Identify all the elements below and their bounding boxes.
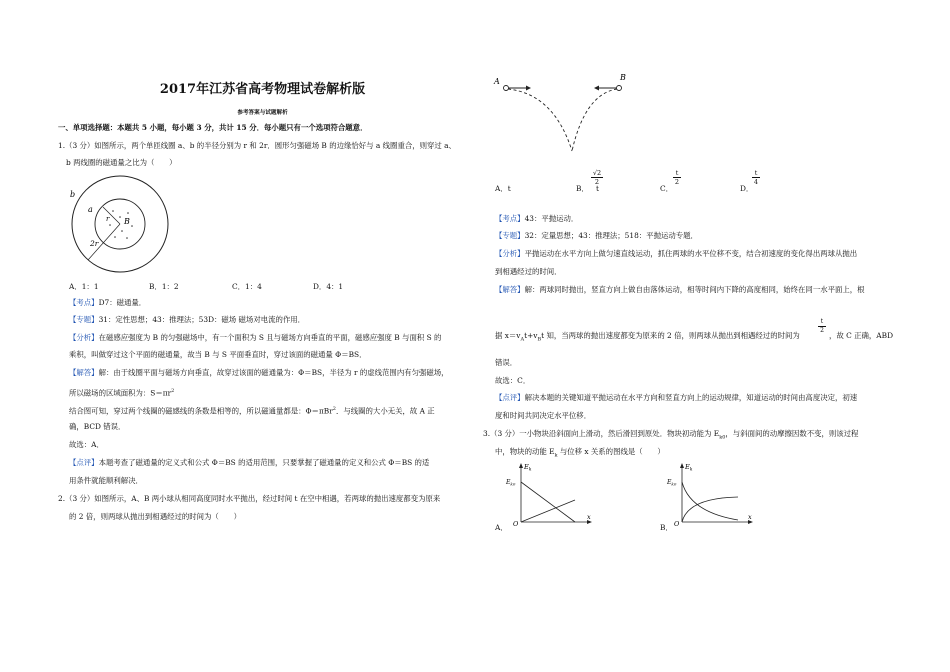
q1-answer: 故选：A． (69, 440, 104, 449)
axis-ek-label: $E_k$ (524, 463, 532, 473)
ball-b (617, 86, 622, 91)
q2-projectile-figure (492, 72, 632, 154)
tag-jieda: 【解答】 (495, 285, 525, 294)
tag-fenxi: 【分析】 (69, 333, 99, 342)
tag-fenxi: 【分析】 (495, 249, 525, 258)
tag-dianping: 【点评】 (69, 458, 99, 467)
x-axis-label: x (748, 513, 752, 521)
q3-stem-line2: 中，物块的动能 $E_k$ 与位移 x 关系的图线是（ ） (495, 447, 665, 459)
q3-stem-line1: 3.（3 分）一小物块沿斜面向上滑动，然后滑回到原处．物块初动能为 $E_{k0}$，与斜面间的动摩擦因数不变，则该过程 (483, 429, 859, 441)
q1-coil-figure (60, 173, 170, 275)
q1-fenxi-2: 乘积，叫做穿过这个平面的磁通量，故当 B 与 S 平面垂直时，穿过该面的磁通量 Φ＝BS． (69, 350, 367, 359)
ek-line-down (521, 500, 575, 522)
q1-jieda-4: 确，BCD 错误． (69, 422, 126, 431)
q1-fenxi-1: 【分析】在磁感应强度为 B 的匀强磁场中，有一个面积为 S 且与磁场方向垂直的平面，磁感应强度 B 与面积 S 的 (69, 333, 442, 342)
q2-fenxi-2: 到相遇经过的时间． (495, 267, 562, 276)
ek0-label: $E_{k0}$ (667, 479, 677, 487)
label-B: B (124, 217, 130, 226)
q2-option-d-fraction: t 4 (753, 169, 759, 186)
ek-curve-up (682, 482, 738, 520)
q2-stem-line2: 的 2 倍，则两球从抛出到相遇经过的时间为（ ） (69, 512, 241, 521)
tag-dianping: 【点评】 (495, 393, 525, 402)
x-axis-label: x (587, 513, 591, 521)
q2-option-a: A．t (495, 184, 511, 193)
q3-graph-b (666, 462, 756, 527)
page-title: 2017年江苏省高考物理试卷解析版 (159, 82, 366, 97)
q1-option-b: B．1：2 (149, 282, 179, 291)
q2-option-b-fraction: √2 2 (592, 169, 602, 186)
axis-ek-label: $E_k$ (685, 463, 693, 473)
label-r: r (106, 215, 110, 223)
q1-stem-line2: b 两线圈的磁通量之比为（ ） (66, 158, 177, 167)
label-a: a (88, 205, 93, 214)
q1-jieda-1: 【解答】解：由于线圈平面与磁场方向垂直，故穿过该面的磁通量为：Φ＝BS，半径为 r 的虚线范围内有匀强磁场， (69, 368, 449, 377)
q2-zhuanti: 【专题】32：定量思想；43：推理法；518：平抛运动专题． (495, 231, 698, 240)
q2-option-b-t: t (596, 184, 599, 193)
q1-kaodian: 【考点】D7：磁通量． (69, 298, 147, 307)
label-B: B (620, 73, 626, 82)
page-subtitle: 参考答案与试题解析 (237, 110, 288, 116)
origin-label: O (674, 520, 680, 528)
q2-option-c: C． (660, 184, 674, 193)
q1-dianping-2: 用条件就能顺利解决． (69, 476, 143, 485)
q3-option-a: A． (495, 523, 508, 532)
q1-option-c: C．1：4 (232, 282, 262, 291)
q1-dianping-1: 【点评】本题考查了磁通量的定义式和公式 Φ＝BS 的适用范围，只要掌握了磁通量的定义和公式 Φ＝BS 的适 (69, 458, 430, 467)
label-b: b (70, 190, 76, 199)
label-2r: 2r (90, 239, 99, 248)
q2-dianping-2: 度和时间共同决定水平位移． (495, 411, 592, 420)
q2-stem-line1: 2.（3 分）如图所示，A、B 两小球从相同高度同时水平抛出，经过时间 t 在空中相遇，若两球的抛出速度都变为原来 (58, 494, 441, 503)
tag-kaodian: 【考点】 (69, 298, 99, 307)
section-heading: 一、单项选择题：本题共 5 小题，每小题 3 分，共计 15 分．每小题只有一个选项符合题意． (58, 123, 368, 132)
q3-graph-a (505, 462, 595, 527)
q2-answer: 故选：C． (495, 376, 531, 385)
q2-option-c-fraction: t 2 (674, 169, 680, 186)
q1-option-a: A．1：1 (69, 282, 99, 291)
q2-dianping-1: 【点评】解决本题的关键知道平抛运动在水平方向和竖直方向上的运动规律，知道运动的时间由高度决定，初速 (495, 393, 858, 402)
ek-line-up (521, 482, 575, 522)
tag-zhuanti: 【专题】 (495, 231, 525, 240)
tag-zhuanti: 【专题】 (69, 315, 99, 324)
q3-option-b: B． (660, 523, 673, 532)
q2-option-b: B． (576, 184, 589, 193)
ball-a (504, 86, 509, 91)
q2-jieda-3: 错误． (495, 358, 518, 367)
q1-stem-line1: 1.（3 分）如图所示，两个单匝线圈 a、b 的半径分别为 r 和 2r．圆形匀强磁场 B 的边缘恰好与 a 线圈重合，则穿过 a、 (58, 141, 456, 150)
trajectory-a (508, 89, 572, 151)
trajectory-b (572, 89, 617, 151)
q2-jieda-1: 【解答】解：两球同时抛出，竖直方向上做自由落体运动，相等时间内下降的高度相同，始终在同一水平面上，根 (495, 285, 865, 294)
q2-option-d: D． (740, 184, 754, 193)
q1-option-d: D．4：1 (313, 282, 344, 291)
q1-jieda-3: 结合图可知，穿过两个线圈的磁感线的条数是相等的，所以磁通量都是：Φ＝πBr$^2$．与线圈的大小无关，故 A 正 (69, 406, 435, 416)
q2-kaodian: 【考点】43：平抛运动． (495, 214, 579, 223)
ek0-label: $E_{k0}$ (506, 479, 516, 487)
q1-zhuanti: 【专题】31：定性思想；43：推理法；53D：磁场 磁场对电流的作用． (69, 315, 306, 324)
tag-kaodian: 【考点】 (495, 214, 525, 223)
tag-jieda: 【解答】 (69, 368, 99, 377)
q2-jieda-2: 据 $x=v_At+v_Bt$ 知，当两球的抛出速度都变为原来的 2 倍，则两球从抛出到相遇经过的时间为 (495, 331, 800, 343)
q1-jieda-2: 所以磁场的区域面积为：$S=\pi r^2$ (69, 388, 175, 398)
q2-jieda-2-end: ，故 C 正确，ABD (829, 331, 894, 340)
q2-jieda-fraction: t 2 (818, 318, 826, 334)
q2-fenxi-1: 【分析】平抛运动在水平方向上做匀速直线运动，抓住两球的水平位移不变，结合初速度的变化得出两球从抛出 (495, 249, 858, 258)
label-A: A (494, 77, 500, 86)
origin-label: O (513, 520, 519, 528)
